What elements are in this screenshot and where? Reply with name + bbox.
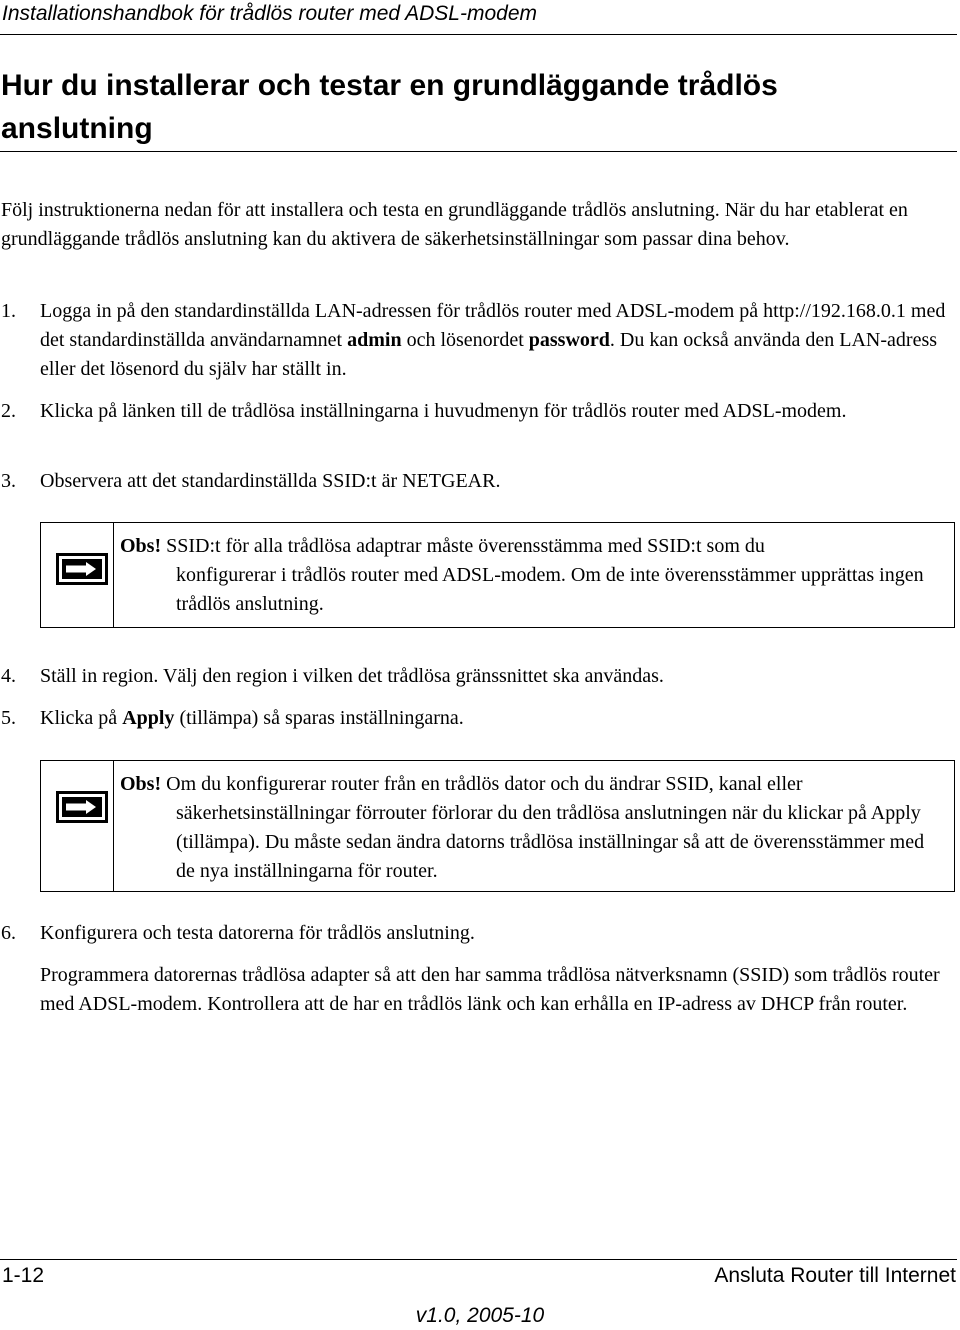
document-version: v1.0, 2005-10 <box>415 1304 545 1327</box>
arrow-right-icon <box>56 553 108 585</box>
step-5-part: Klicka på <box>40 707 123 729</box>
step-1-part: . Du kan också använda den LAN-adress eller det lösenord du själv har ställt in. <box>40 329 938 380</box>
note-divider <box>113 761 114 891</box>
running-header: Installationshandbok för trådlös router med ADSL-modem <box>2 2 537 25</box>
note-box <box>40 760 955 892</box>
note-divider <box>113 523 114 627</box>
note-continuation: säkerhetsinställningar förrouter förlorar du den trådlösa anslutningen när du klickar på Apply (tillämpa). Du måste sedan ändra datorns trådlösa inställningar så att de överensstämmer med de nya inställningarna för router. <box>176 802 925 882</box>
note-text <box>120 532 940 619</box>
step-number: 5. <box>1 707 16 729</box>
step-4-text: Ställ in region. Välj den region i vilken det trådlösa gränssnittet ska användas. <box>40 665 664 687</box>
step-1-username: admin <box>347 329 402 351</box>
step-1-text <box>40 297 950 384</box>
note-line: Om du konfigurerar router från en trådlös dator och du ändrar SSID, kanal eller <box>161 773 803 795</box>
step-3-text: Observera att det standardinställda SSID:t är NETGEAR. <box>40 470 501 492</box>
intro-paragraph: Följ instruktionerna nedan för att installera och testa en grundläggande trådlös anslutning. När du har etablerat en grundläggande trådlös anslutning kan du aktivera de säkerhetsinställningar som passar dina behov. <box>1 199 908 250</box>
step-number: 4. <box>1 665 16 687</box>
note-label: Obs! <box>120 773 162 795</box>
chapter-title: Ansluta Router till Internet <box>714 1264 956 1287</box>
step-2-text: Klicka på länken till de trådlösa inställningarna i huvudmenyn för trådlös router med ADSL-modem. <box>40 400 847 422</box>
arrow-right-icon <box>56 791 108 823</box>
step-5-apply: Apply <box>122 707 175 729</box>
step-5-part: (tillämpa) så sparas inställningarna. <box>174 707 464 729</box>
note-box <box>40 522 955 628</box>
step-1-part: och lösenordet <box>401 329 529 351</box>
footer-rule <box>0 1259 957 1260</box>
step-1-password: password <box>528 329 610 351</box>
note-line: SSID:t för alla trådlösa adaptrar måste överensstämma med SSID:t som du <box>161 535 765 557</box>
step-number: 6. <box>1 922 16 944</box>
step-1-part: Logga in på den standardinställda LAN-adressen för trådlös router med ADSL-modem på http://192.168.0.1 med det standardinställda användarnamnet <box>40 300 946 351</box>
header-rule <box>0 34 957 35</box>
step-number: 1. <box>1 300 16 322</box>
page-title: Hur du installerar och testar en grundläggande trådlös anslutning <box>1 69 778 145</box>
step-6-text: Konfigurera och testa datorerna för trådlös anslutning. <box>40 922 475 944</box>
note-first-line <box>120 770 940 799</box>
note-label: Obs! <box>120 535 162 557</box>
step-number: 2. <box>1 400 16 422</box>
step-number: 3. <box>1 470 16 492</box>
note-text <box>120 770 940 886</box>
note-first-line <box>120 532 940 561</box>
note-continuation: konfigurerar i trådlös router med ADSL-modem. Om de inte överensstämmer upprättas ingen trådlös anslutning. <box>176 564 924 615</box>
step-5-text <box>40 704 950 733</box>
step-6-detail: Programmera datorernas trådlösa adapter så att den har samma trådlösa nätverksnamn (SSID) som trådlös router med ADSL-modem. Kontrollera att de har en trådlös länk och kan erhålla en IP-adress av DHCP från router. <box>40 964 940 1015</box>
page-number: 1-12 <box>2 1264 45 1287</box>
title-rule <box>0 151 957 152</box>
